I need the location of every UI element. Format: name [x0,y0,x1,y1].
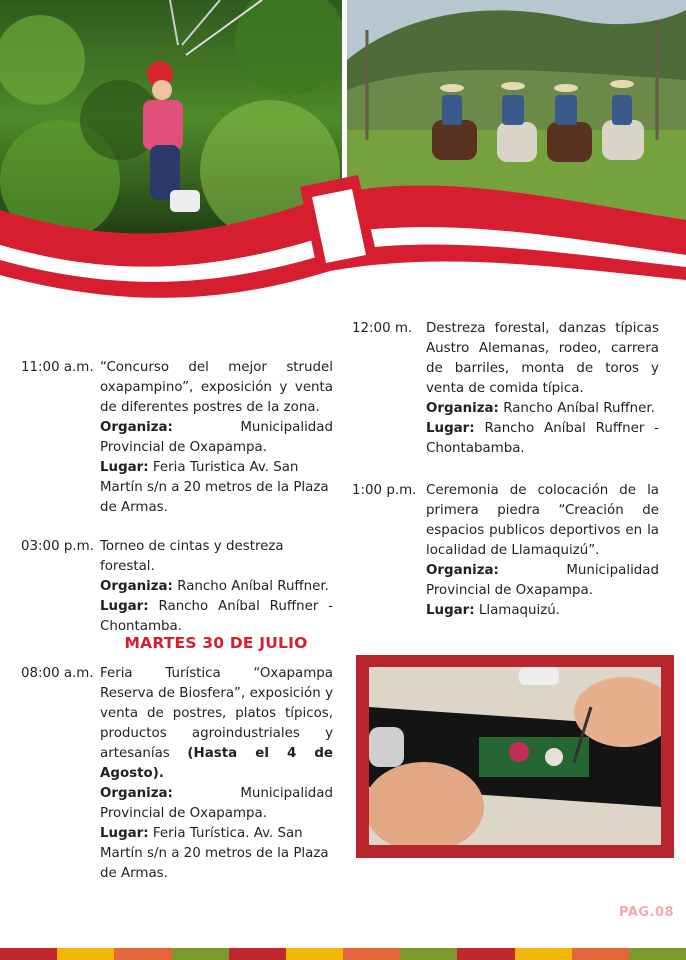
lugar-value: Feria Turistica Av. San Martín s/n a 20 metros de la Plaza de Armas. [100,460,329,515]
event-time: 12:00 m. [352,321,413,336]
flag-ribbon-banner [0,175,686,315]
organiza-value: Municipalidad Provincial de Oxapampa. [426,563,659,598]
organiza-label: Organiza: [426,401,499,416]
painting-craft-photo [369,667,661,845]
organiza-label: Organiza: [426,563,499,578]
lugar-value: Rancho Aníbal Ruffner - Chontabamba. [426,421,659,456]
event-first-stone-ceremony [352,481,660,621]
event-ribbon-tournament [21,537,336,634]
color-strip-segment [629,948,686,960]
color-strip-segment [457,948,514,960]
color-strip-segment [57,948,114,960]
organiza-value: Rancho Aníbal Ruffner. [177,579,329,594]
lugar-label: Lugar: [100,460,149,475]
organiza-label: Organiza: [100,786,173,801]
event-description: “Concurso del mejor strudel oxapampino”, exposición y venta de diferentes postres de la zona. [100,360,333,415]
organiza-label: Organiza: [100,420,173,435]
lugar-label: Lugar: [426,603,475,618]
color-strip-segment [114,948,171,960]
decorative-color-strip [0,948,686,960]
organiza-label: Organiza: [100,579,173,594]
color-strip-segment [172,948,229,960]
event-forest-skills [352,319,660,459]
lugar-value: Rancho Aníbal Ruffner - Chontamba. [100,599,333,634]
event-description: Torneo de cintas y destreza forestal. [100,539,284,574]
craft-photo-frame [356,655,674,858]
event-tourist-fair [21,664,336,881]
color-strip-segment [229,948,286,960]
event-time: 08:00 a.m. [21,666,94,681]
page-number: PAG.08 [619,905,675,920]
event-description: Feria Turística “Oxapampa Reserva de Biosfera”, exposición y venta de postres, platos típicos, productos agroindustriales y artesanías [100,666,333,761]
color-strip-segment [515,948,572,960]
event-time: 11:00 a.m. [21,360,94,375]
lugar-value: Feria Turística. Av. San Martín s/n a 20 metros de la Plaza de Armas. [100,826,329,881]
event-description: Ceremonia de colocación de la primera piedra “Creación de espacios publicos deportivos en la localidad de Llamaquizú”. [426,483,659,558]
color-strip-segment [572,948,629,960]
lugar-label: Lugar: [426,421,475,436]
color-strip-segment [286,948,343,960]
lugar-label: Lugar: [100,599,149,614]
color-strip-segment [343,948,400,960]
event-time: 03:00 p.m. [21,539,94,554]
color-strip-segment [0,948,57,960]
organiza-value: Rancho Aníbal Ruffner. [503,401,655,416]
lugar-value: Llamaquizú. [478,603,561,618]
event-description: Destreza forestal, danzas típicas Austro Alemanas, rodeo, carrera de barriles, monta de toros y venta de comida típica. [426,321,659,396]
color-strip-segment [400,948,457,960]
organiza-value: Municipalidad Provincial de Oxapampa. [100,786,333,821]
event-description-bold: (Hasta el 4 de Agosto). [100,746,333,781]
event-time: 1:00 p.m. [352,483,417,498]
organiza-value: Municipalidad Provincial de Oxapampa. [100,420,333,455]
lugar-label: Lugar: [100,826,149,841]
event-strudel-contest [21,358,336,515]
day-heading: MARTES 30 DE JULIO [124,634,308,652]
